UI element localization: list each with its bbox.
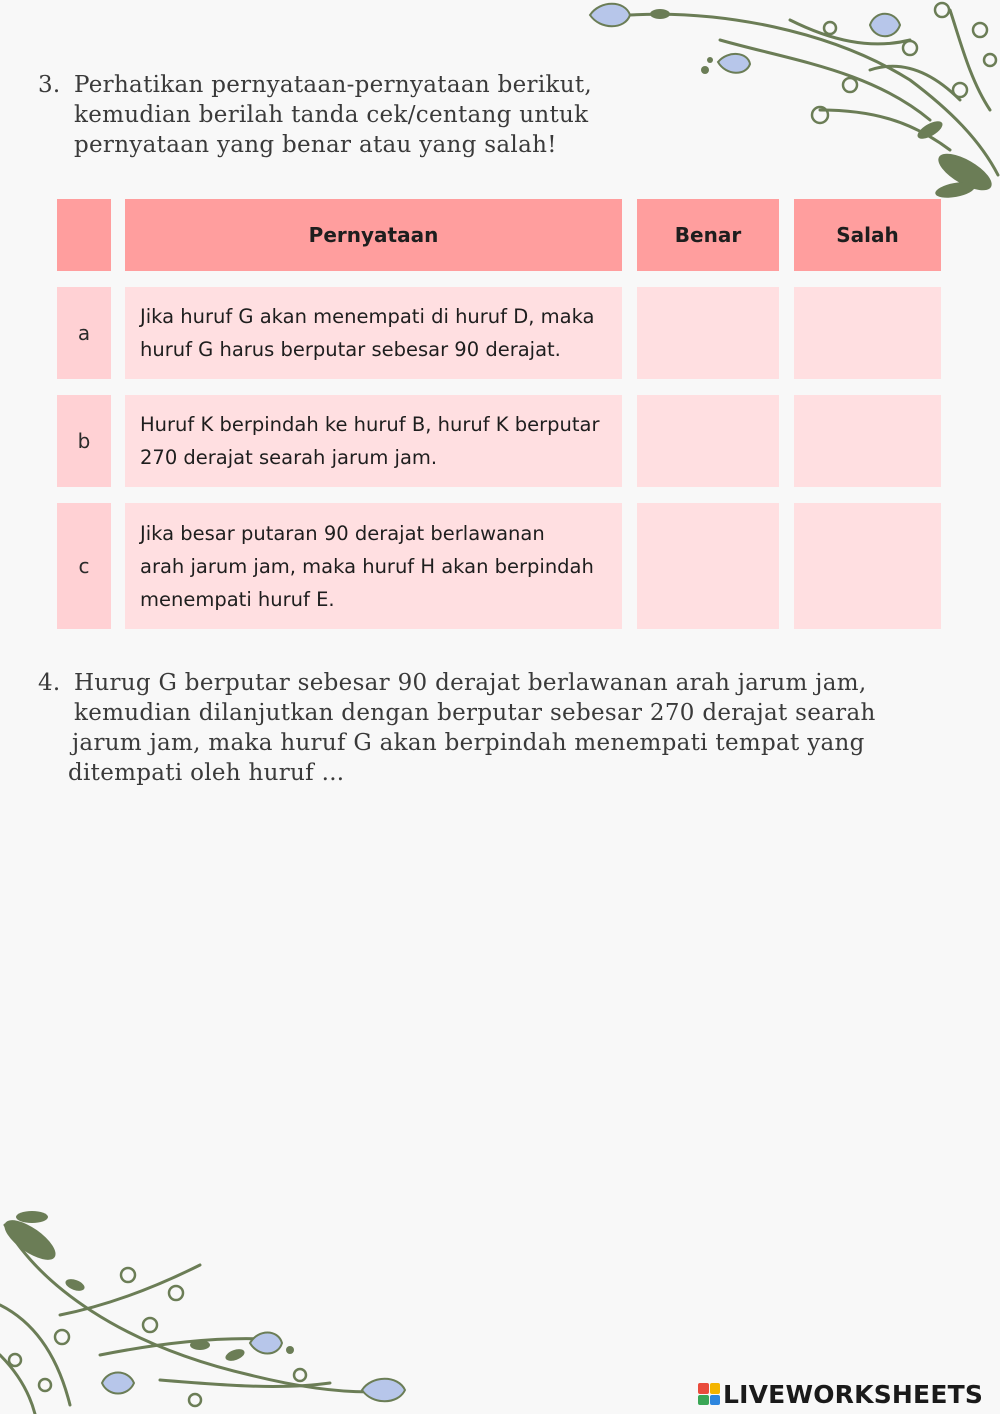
statement-c-line-3: menempati huruf E. <box>140 587 335 611</box>
question-3-text: Perhatikan pernyataan-pernyataan berikut, <box>74 72 592 98</box>
floral-decoration-bottom <box>0 1205 430 1414</box>
liveworksheets-logo-icon <box>698 1383 720 1405</box>
statement-b-line-1: Huruf K berpindah ke huruf B, huruf K berputar <box>140 413 600 436</box>
question-4 <box>38 668 918 788</box>
statement-a <box>125 287 622 379</box>
liveworksheets-brand-text: LIVEWORKSHEETS <box>723 1379 984 1409</box>
question-4-line-1 <box>38 668 918 698</box>
statement-b-line-2: 270 derajat searah jarum jam. <box>140 446 438 469</box>
statement-c <box>125 503 622 629</box>
logo-tile-green <box>698 1395 709 1406</box>
answer-b-true[interactable] <box>637 395 779 487</box>
question-3-line-2: kemudian berilah tanda cek/centang untuk <box>74 102 589 128</box>
question-3 <box>38 70 638 160</box>
question-4-number: 4. <box>38 670 61 696</box>
statement-a-line-1: Jika huruf G akan menempati di huruf D, maka <box>140 305 595 328</box>
logo-tile-yellow <box>710 1383 721 1394</box>
statement-b <box>125 395 622 487</box>
header-true: Benar <box>637 199 779 271</box>
answer-c-true[interactable] <box>637 503 779 629</box>
answer-b-false[interactable] <box>794 395 941 487</box>
answer-c-false[interactable] <box>794 503 941 629</box>
answer-a-true[interactable] <box>637 287 779 379</box>
row-label-b: b <box>57 395 111 487</box>
header-statement: Pernyataan <box>125 199 622 271</box>
statement-c-line-2: arah jarum jam, maka huruf H akan berpindah <box>140 554 594 578</box>
answer-a-false[interactable] <box>794 287 941 379</box>
question-4-line-4: ditempati oleh huruf ... <box>68 760 345 786</box>
question-4-line-2: kemudian dilanjutkan dengan berputar sebesar 270 derajat searah <box>74 700 876 726</box>
header-false: Salah <box>794 199 941 271</box>
logo-tile-red <box>698 1383 709 1394</box>
logo-tile-blue <box>710 1395 721 1406</box>
statement-a-line-2: huruf G harus berputar sebesar 90 derajat. <box>140 338 561 361</box>
question-3-line-1 <box>38 70 638 100</box>
question-3-number: 3. <box>38 72 61 98</box>
row-label-a: a <box>57 287 111 379</box>
header-blank-cell <box>57 199 111 271</box>
question-4-text: Hurug G berputar sebesar 90 derajat berlawanan arah jarum jam, <box>74 670 867 696</box>
statement-c-line-1: Jika besar putaran 90 derajat berlawanan <box>140 521 545 545</box>
liveworksheets-brand <box>698 1379 983 1409</box>
question-3-line-3: pernyataan yang benar atau yang salah! <box>74 132 557 158</box>
row-label-c: c <box>57 503 111 629</box>
question-4-line-3: jarum jam, maka huruf G akan berpindah menempati tempat yang <box>72 730 865 756</box>
